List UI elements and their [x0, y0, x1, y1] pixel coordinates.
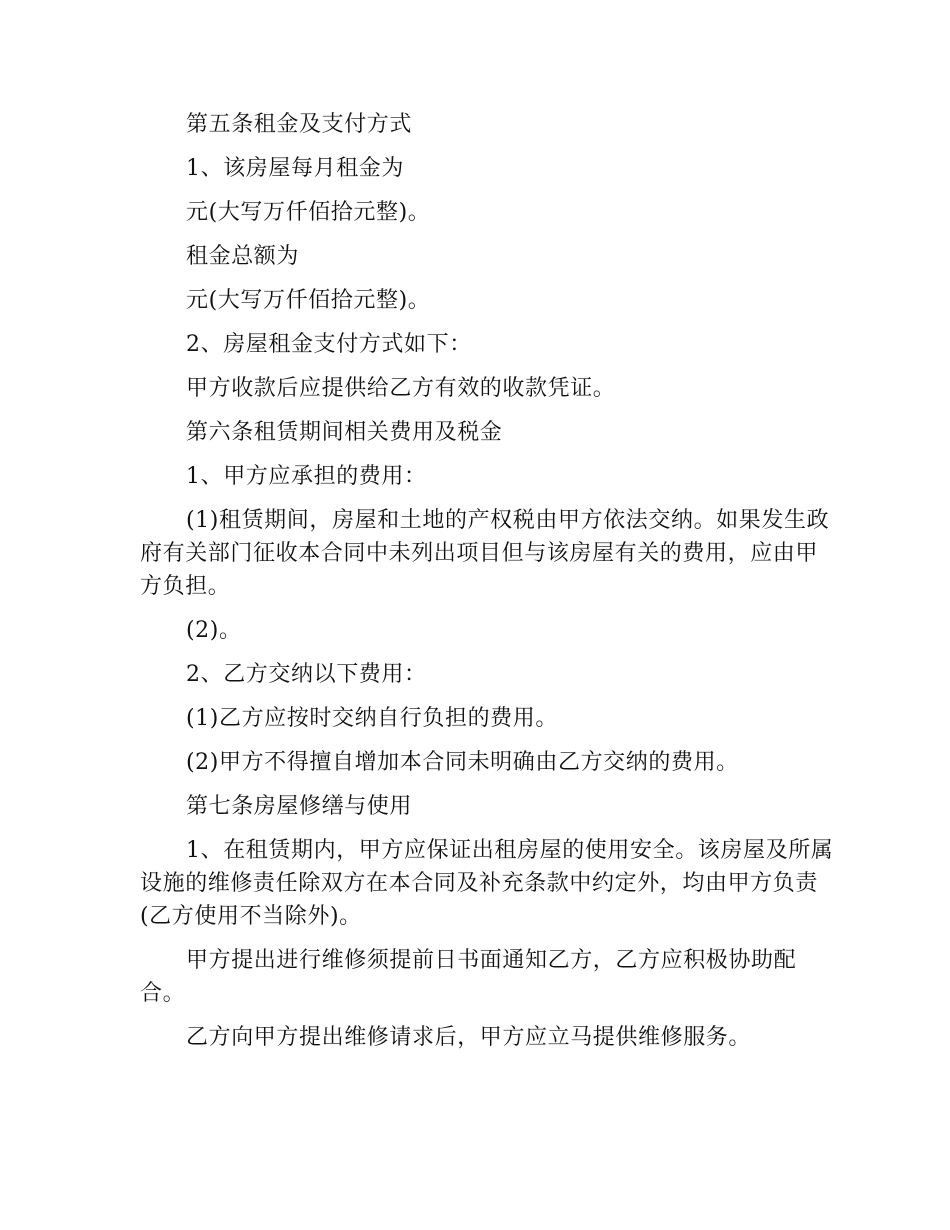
paragraph-total-rent-amount: 元(大写万仟佰拾元整)。 — [186, 288, 431, 313]
paragraph-party-b-fees: 2、乙方交纳以下费用： — [186, 662, 427, 687]
paragraph-repair-request: 乙方向甲方提出维修请求后，甲方应立马提供维修服务。 — [186, 1025, 752, 1050]
paragraph-monthly-rent: 1、该房屋每月租金为 — [186, 156, 404, 181]
paragraph-repair-notice: 甲方提出进行维修须提前日书面通知乙方，乙方应积极协助配合。 — [140, 948, 797, 1006]
paragraph-repair-responsibility: 1、在租赁期内，甲方应保证出租房屋的使用安全。该房屋及所属设施的维修责任除双方在本合同及补充条款中约定外，均由甲方负责(乙方使用不当除外)。 — [140, 838, 834, 929]
paragraph-item-2: (2)。 — [186, 618, 242, 643]
section-heading-article-6: 第六条租赁期间相关费用及税金 — [186, 420, 503, 445]
paragraph-receipt: 甲方收款后应提供给乙方有效的收款凭证。 — [186, 376, 616, 401]
paragraph-party-b-pay-on-time: (1)乙方应按时交纳自行负担的费用。 — [186, 706, 558, 731]
section-heading-article-5: 第五条租金及支付方式 — [186, 112, 413, 137]
paragraph-property-tax: (1)租赁期间，房屋和土地的产权税由甲方依法交纳。如果发生政府有关部门征收本合同中未列出项目但与该房屋有关的费用，应由甲方负担。 — [140, 508, 830, 599]
paragraph-payment-method: 2、房屋租金支付方式如下： — [186, 332, 472, 357]
document-body — [140, 108, 840, 1065]
paragraph-no-extra-fees: (2)甲方不得擅自增加本合同未明确由乙方交纳的费用。 — [186, 750, 739, 775]
paragraph-monthly-rent-amount: 元(大写万仟佰拾元整)。 — [186, 200, 431, 225]
section-heading-article-7: 第七条房屋修缮与使用 — [186, 794, 413, 819]
paragraph-party-a-fees: 1、甲方应承担的费用： — [186, 464, 427, 489]
paragraph-total-rent: 租金总额为 — [186, 244, 300, 269]
